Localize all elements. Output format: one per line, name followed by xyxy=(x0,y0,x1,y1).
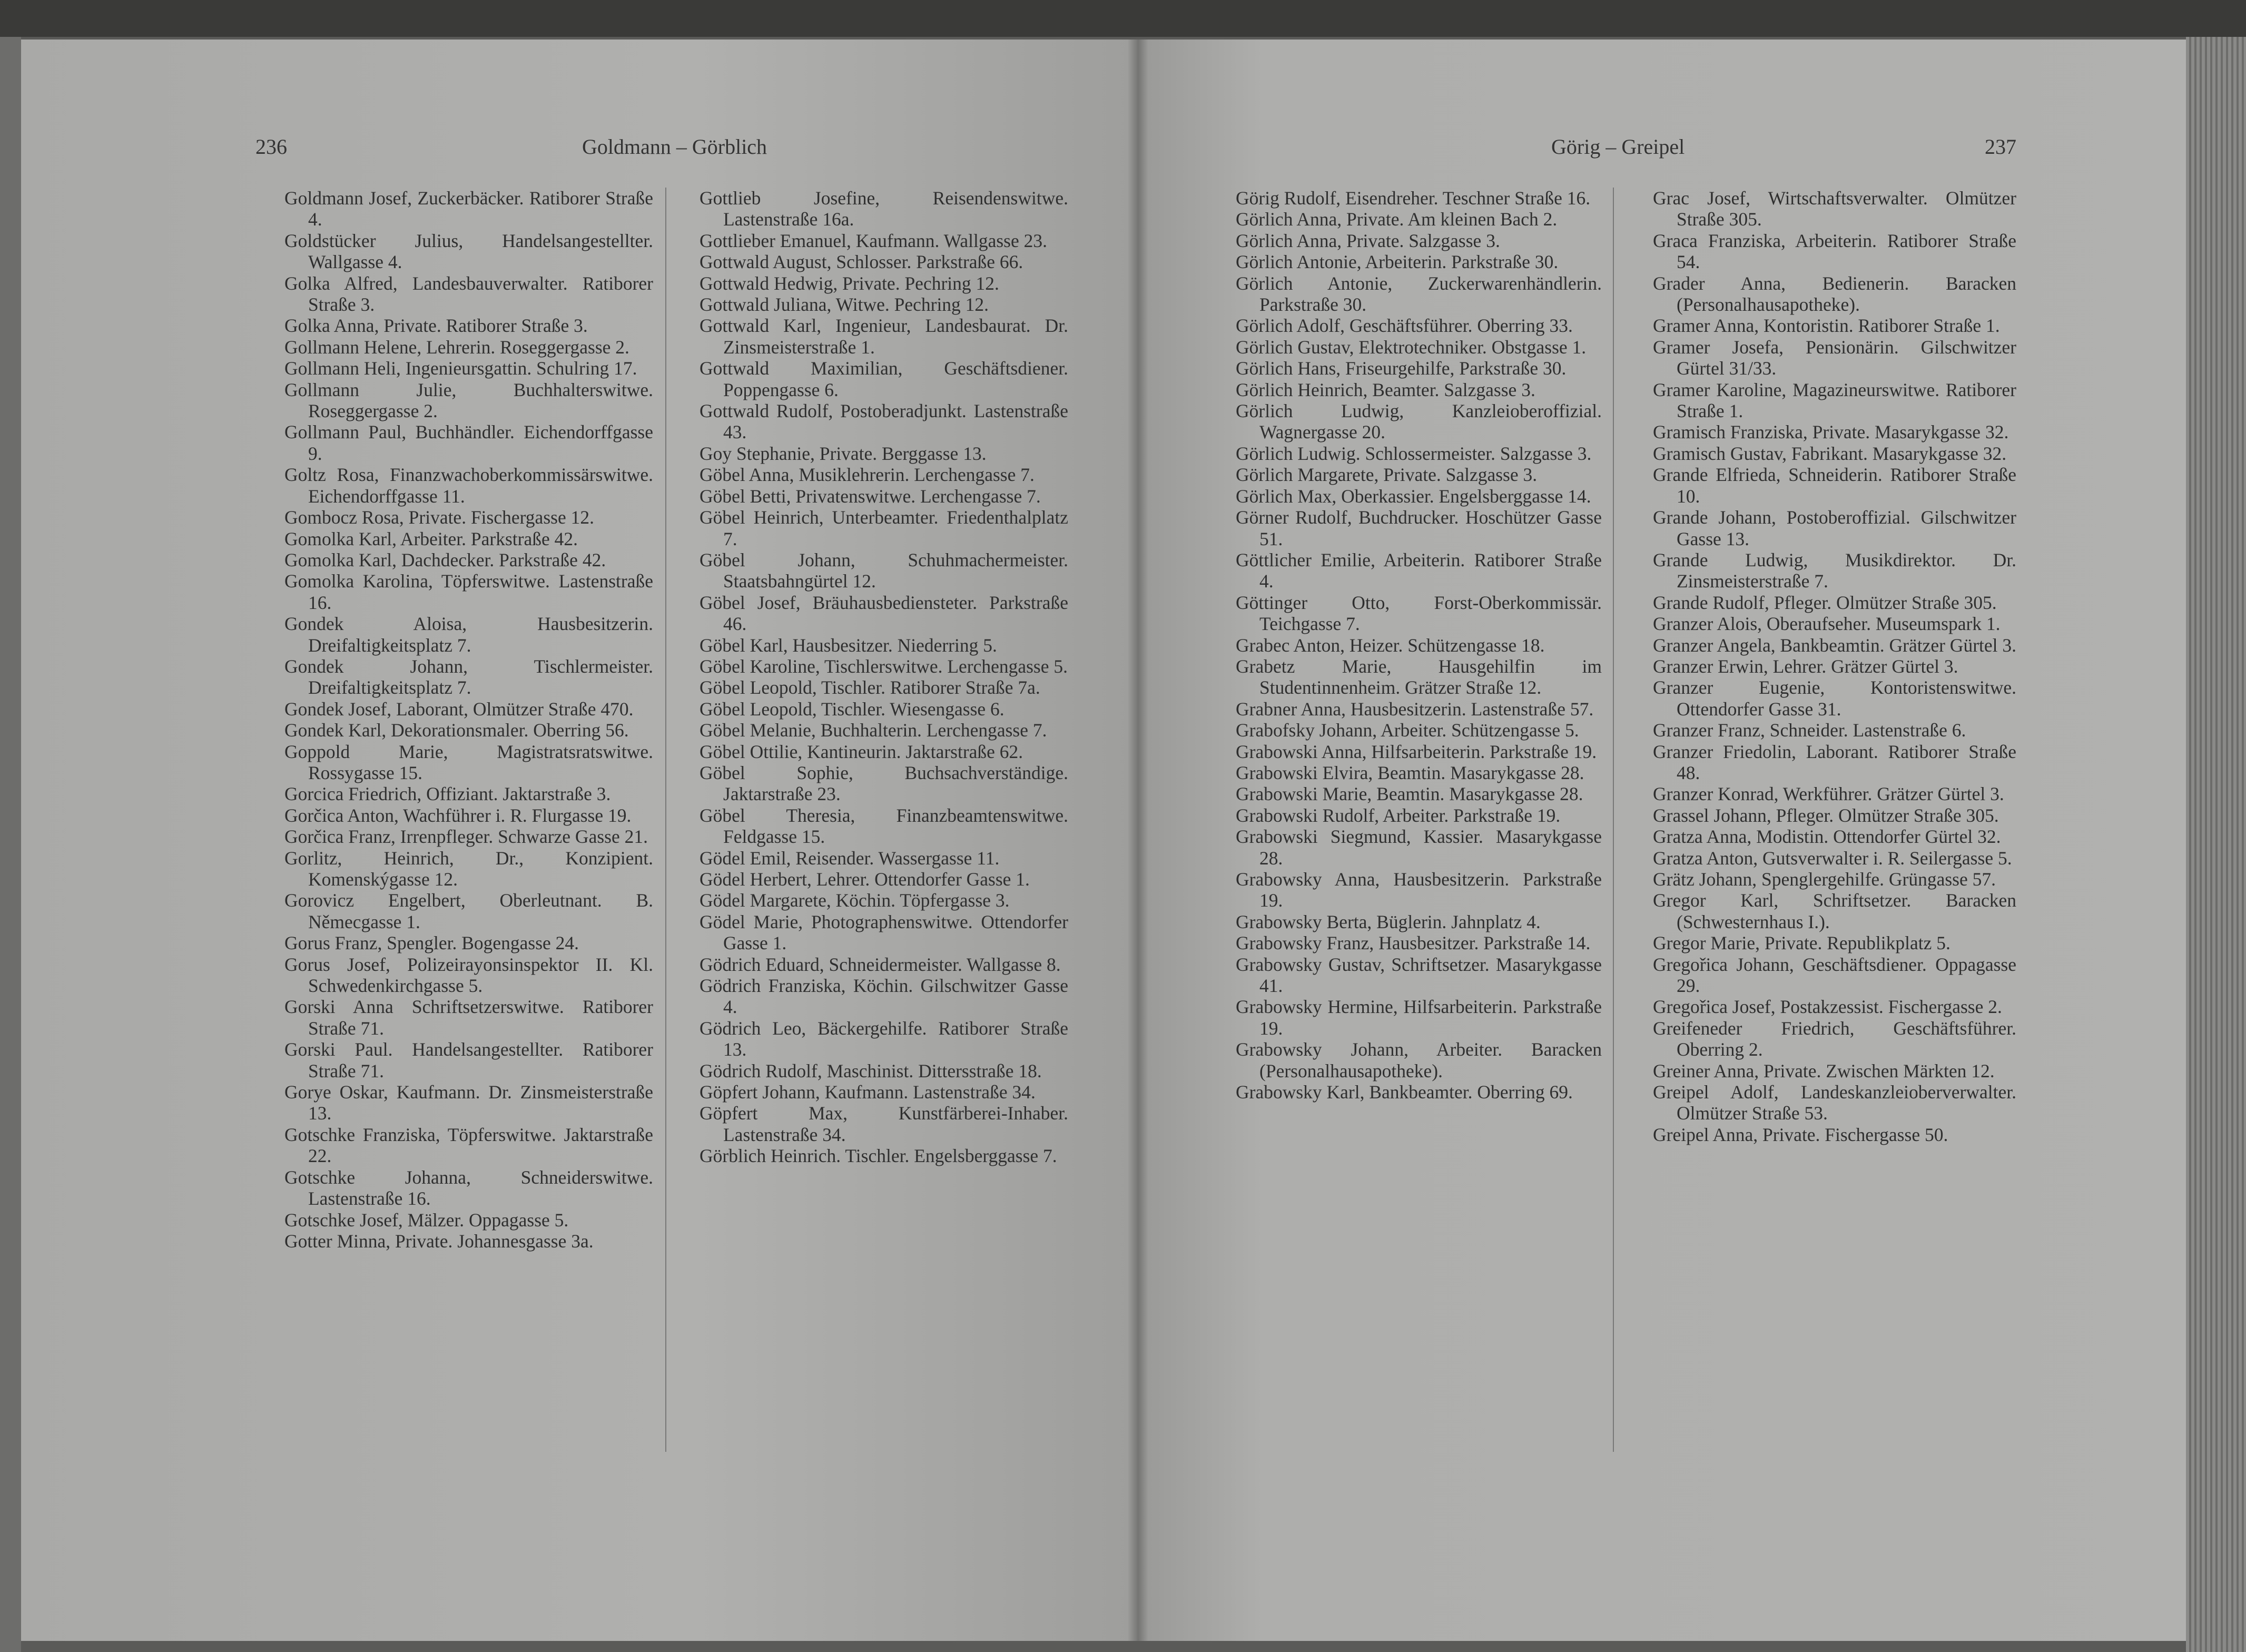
directory-entry: Göbel Karl, Hausbesitzer. Niederring 5. xyxy=(700,634,997,656)
column-divider-right xyxy=(1613,188,1614,1452)
directory-entry: Gottlieb Josefine, Reisendenswitwe. Lastenstraße 16a. xyxy=(700,188,1068,230)
directory-entry: Görlich Ludwig. Schlossermeister. Salzgasse 3. xyxy=(1236,442,1592,464)
directory-entry: Grabowsky Anna, Hausbesitzerin. Parkstraße 19. xyxy=(1236,869,1602,911)
directory-entry: Gregor Karl, Schriftsetzer. Baracken (Schwesternhaus I.). xyxy=(1653,890,2016,932)
directory-entry: Grabowsky Gustav, Schriftsetzer. Masarykgasse 41. xyxy=(1236,953,1602,997)
right-column-2 xyxy=(1653,188,2016,1145)
right-column-1 xyxy=(1236,188,1602,1103)
directory-entry: Grabowski Rudolf, Arbeiter. Parkstraße 19. xyxy=(1236,804,1561,826)
directory-entry: Grabetz Marie, Hausgehilfin im Studentinnenheim. Grätzer Straße 12. xyxy=(1236,655,1602,699)
directory-entry: Gorski Paul. Handelsangestellter. Ratiborer Straße 71. xyxy=(284,1039,653,1081)
directory-entry: Gorye Oskar, Kaufmann. Dr. Zinsmeisterstraße 13. xyxy=(284,1081,653,1124)
directory-entry: Grande Rudolf, Pfleger. Olmützer Straße 305. xyxy=(1653,592,1997,613)
directory-entry: Görlich Adolf, Geschäftsführer. Oberring 33. xyxy=(1236,315,1573,337)
directory-entry: Grabec Anton, Heizer. Schützengasse 18. xyxy=(1236,634,1545,656)
directory-entry: Graca Franziska, Arbeiterin. Ratiborer Straße 54. xyxy=(1653,230,2016,273)
directory-entry: Greipel Adolf, Landeskanzleioberverwalter. Olmützer Straße 53. xyxy=(1653,1081,2016,1124)
directory-entry: Grabowsky Johann, Arbeiter. Baracken (Personalhausapotheke). xyxy=(1236,1039,1602,1081)
directory-entry: Görlich Max, Oberkassier. Engelsberggasse 14. xyxy=(1236,485,1591,507)
directory-entry: Gorcica Friedrich, Offiziant. Jaktarstraße 3. xyxy=(284,783,611,805)
directory-entry: Gottwald August, Schlosser. Parkstraße 66. xyxy=(700,251,1023,273)
directory-entry: Gramer Josefa, Pensionärin. Gilschwitzer Gürtel 31/33. xyxy=(1653,336,2016,379)
directory-entry: Gotschke Johanna, Schneiderswitwe. Lastenstraße 16. xyxy=(284,1166,653,1210)
directory-entry: Gollmann Heli, Ingenieursgattin. Schulring 17. xyxy=(284,358,637,379)
directory-entry: Göbel Heinrich, Unterbeamter. Friedenthalplatz 7. xyxy=(700,507,1068,549)
directory-entry: Gottwald Karl, Ingenieur, Landesbaurat. Dr. Zinsmeisterstraße 1. xyxy=(700,315,1068,358)
directory-entry: Greiner Anna, Private. Zwischen Märkten 12. xyxy=(1653,1060,1995,1081)
directory-entry: Gottwald Rudolf, Postoberadjunkt. Lastenstraße 43. xyxy=(700,400,1068,443)
directory-entry: Grabowsky Karl, Bankbeamter. Oberring 69. xyxy=(1236,1081,1573,1103)
directory-entry: Gomolka Karolina, Töpferswitwe. Lastenstraße 16. xyxy=(284,571,653,613)
directory-entry: Grabofsky Johann, Arbeiter. Schützengasse 5. xyxy=(1236,720,1579,741)
directory-entry: Göbel Ottilie, Kantineurin. Jaktarstraße 62. xyxy=(700,741,1023,762)
directory-entry: Göpfert Johann, Kaufmann. Lastenstraße 34. xyxy=(700,1081,1036,1103)
directory-entry: Gödrich Rudolf, Maschinist. Dittersstraße 18. xyxy=(700,1060,1042,1081)
directory-entry: Granzer Friedolin, Laborant. Ratiborer Straße 48. xyxy=(1653,741,2016,783)
directory-entry: Gratza Anton, Gutsverwalter i. R. Seilergasse 5. xyxy=(1653,847,2012,869)
right-running-head: Görig – Greipel xyxy=(1551,135,1685,159)
directory-entry: Goldstücker Julius, Handelsangestellter. Wallgasse 4. xyxy=(284,230,653,273)
directory-entry: Gramisch Franziska, Private. Masarykgasse 32. xyxy=(1653,421,2009,443)
directory-entry: Göbel Melanie, Buchhalterin. Lerchengasse 7. xyxy=(700,720,1047,741)
directory-entry: Gollmann Julie, Buchhalterswitwe. Roseggergasse 2. xyxy=(284,379,653,422)
directory-entry: Görlich Margarete, Private. Salzgasse 3. xyxy=(1236,464,1538,486)
directory-entry: Gondek Josef, Laborant, Olmützer Straße 470. xyxy=(284,698,634,720)
scan-top-strip xyxy=(0,0,2246,37)
directory-entry: Grac Josef, Wirtschaftsverwalter. Olmützer Straße 305. xyxy=(1653,188,2016,230)
directory-entry: Gorus Josef, Polizeirayonsinspektor II. Kl. Schwedenkirchgasse 5. xyxy=(284,953,653,997)
directory-entry: Görlich Gustav, Elektrotechniker. Obstgasse 1. xyxy=(1236,336,1587,358)
directory-entry: Grassel Johann, Pfleger. Olmützer Straße 305. xyxy=(1653,804,1999,826)
directory-entry: Grabowsky Franz, Hausbesitzer. Parkstraße 14. xyxy=(1236,932,1591,954)
directory-entry: Gollmann Paul, Buchhändler. Eichendorffgasse 9. xyxy=(284,421,653,464)
directory-entry: Gotter Minna, Private. Johannesgasse 3a. xyxy=(284,1230,594,1252)
directory-entry: Görlich Heinrich, Beamter. Salzgasse 3. xyxy=(1236,379,1535,400)
directory-entry: Gorlitz, Heinrich, Dr., Konzipient. Komenskýgasse 12. xyxy=(284,847,653,890)
directory-entry: Göbel Theresia, Finanzbeamtenswitwe. Feldgasse 15. xyxy=(700,804,1068,848)
directory-entry: Gödrich Eduard, Schneidermeister. Wallgasse 8. xyxy=(700,953,1061,975)
directory-entry: Gomolka Karl, Dachdecker. Parkstraße 42. xyxy=(284,549,606,571)
directory-entry: Göbel Betti, Privatenswitwe. Lerchengasse 7. xyxy=(700,485,1041,507)
directory-entry: Göpfert Max, Kunstfärberei-Inhaber. Lastenstraße 34. xyxy=(700,1103,1068,1145)
directory-entry: Greifeneder Friedrich, Geschäftsführer. Oberring 2. xyxy=(1653,1017,2016,1060)
directory-entry: Grande Elfrieda, Schneiderin. Ratiborer Straße 10. xyxy=(1653,464,2016,507)
directory-entry: Gorčica Anton, Wachführer i. R. Flurgasse 19. xyxy=(284,804,632,826)
left-running-head: Goldmann – Görblich xyxy=(582,135,767,159)
directory-entry: Görlich Hans, Friseurgehilfe, Parkstraße 30. xyxy=(1236,358,1567,379)
directory-entry: Gorčica Franz, Irrenpfleger. Schwarze Gasse 21. xyxy=(284,826,648,848)
directory-entry: Granzer Franz, Schneider. Lastenstraße 6. xyxy=(1653,720,1966,741)
directory-entry: Görlich Anna, Private. Salzgasse 3. xyxy=(1236,230,1500,251)
directory-entry: Gratza Anna, Modistin. Ottendorfer Gürtel 32. xyxy=(1653,826,2001,848)
directory-entry: Golka Anna, Private. Ratiborer Straße 3. xyxy=(284,315,588,337)
book-gutter xyxy=(1127,40,1148,1641)
directory-entry: Görlich Anna, Private. Am kleinen Bach 2. xyxy=(1236,209,1558,230)
directory-entry: Goy Stephanie, Private. Berggasse 13. xyxy=(700,442,987,464)
directory-entry: Grabner Anna, Hausbesitzerin. Lastenstraße 57. xyxy=(1236,698,1594,720)
directory-entry: Gregor Marie, Private. Republikplatz 5. xyxy=(1653,932,1951,954)
left-column-2 xyxy=(700,188,1068,1167)
directory-entry: Göbel Leopold, Tischler. Ratiborer Straße 7a. xyxy=(700,677,1040,699)
directory-entry: Gondek Johann, Tischlermeister. Dreifaltigkeitsplatz 7. xyxy=(284,655,653,699)
directory-entry: Grabowski Siegmund, Kassier. Masarykgasse 28. xyxy=(1236,826,1602,869)
directory-entry: Grabowsky Berta, Büglerin. Jahnplatz 4. xyxy=(1236,911,1541,932)
directory-entry: Gramisch Gustav, Fabrikant. Masarykgasse 32. xyxy=(1653,442,2007,464)
directory-entry: Grätz Johann, Spenglergehilfe. Grüngasse 57. xyxy=(1653,869,1996,890)
directory-entry: Görlich Antonie, Zuckerwarenhändlerin. Parkstraße 30. xyxy=(1236,272,1602,316)
directory-entry: Gottwald Juliana, Witwe. Pechring 12. xyxy=(700,294,989,316)
directory-entry: Gombocz Rosa, Private. Fischergasse 12. xyxy=(284,507,594,528)
directory-entry: Göbel Anna, Musiklehrerin. Lerchengasse 7. xyxy=(700,464,1035,486)
column-divider-left xyxy=(665,188,666,1452)
directory-entry: Gregořica Johann, Geschäftsdiener. Oppagasse 29. xyxy=(1653,953,2016,997)
directory-entry: Gotschke Josef, Mälzer. Oppagasse 5. xyxy=(284,1209,569,1231)
directory-entry: Göbel Karoline, Tischlerswitwe. Lerchengasse 5. xyxy=(700,655,1068,677)
directory-entry: Gotschke Franziska, Töpferswitwe. Jaktarstraße 22. xyxy=(284,1124,653,1167)
directory-entry: Grande Johann, Postoberoffizial. Gilschwitzer Gasse 13. xyxy=(1653,507,2016,549)
directory-entry: Granzer Erwin, Lehrer. Grätzer Gürtel 3. xyxy=(1653,655,1958,677)
directory-entry: Görlich Antonie, Arbeiterin. Parkstraße 30. xyxy=(1236,251,1559,273)
directory-entry: Granzer Eugenie, Kontoristenswitwe. Ottendorfer Gasse 31. xyxy=(1653,677,2016,720)
directory-entry: Gorovicz Engelbert, Oberleutnant. B. Němecgasse 1. xyxy=(284,890,653,932)
directory-entry: Gottwald Maximilian, Geschäftsdiener. Poppengasse 6. xyxy=(700,358,1068,400)
directory-entry: Göttlicher Emilie, Arbeiterin. Ratiborer Straße 4. xyxy=(1236,549,1602,592)
directory-entry: Göttinger Otto, Forst-Oberkommissär. Teichgasse 7. xyxy=(1236,592,1602,635)
directory-entry: Goppold Marie, Magistratsratswitwe. Rossygasse 15. xyxy=(284,741,653,783)
directory-entry: Gödel Herbert, Lehrer. Ottendorfer Gasse 1. xyxy=(700,869,1030,890)
directory-entry: Gondek Aloisa, Hausbesitzerin. Dreifaltigkeitsplatz 7. xyxy=(284,613,653,656)
directory-entry: Gramer Karoline, Magazineurswitwe. Ratiborer Straße 1. xyxy=(1653,379,2016,422)
directory-entry: Goldmann Josef, Zuckerbäcker. Ratiborer Straße 4. xyxy=(284,188,653,230)
directory-entry: Gottlieber Emanuel, Kaufmann. Wallgasse 23. xyxy=(700,230,1047,251)
left-page-number: 236 xyxy=(255,135,287,159)
directory-entry: Gödrich Leo, Bäckergehilfe. Ratiborer Straße 13. xyxy=(700,1017,1068,1060)
directory-entry: Gollmann Helene, Lehrerin. Roseggergasse 2. xyxy=(284,336,629,358)
directory-entry: Goltz Rosa, Finanzwachoberkommissärswitwe. Eichendorffgasse 11. xyxy=(284,464,653,507)
directory-entry: Granzer Angela, Bankbeamtin. Grätzer Gürtel 3. xyxy=(1653,634,2016,656)
directory-entry: Görner Rudolf, Buchdrucker. Hoschützer Gasse 51. xyxy=(1236,507,1602,549)
directory-entry: Greipel Anna, Private. Fischergasse 50. xyxy=(1653,1124,1948,1145)
directory-entry: Gottwald Hedwig, Private. Pechring 12. xyxy=(700,272,999,294)
directory-entry: Görblich Heinrich. Tischler. Engelsberggasse 7. xyxy=(700,1145,1057,1167)
directory-entry: Granzer Alois, Oberaufseher. Museumspark 1. xyxy=(1653,613,2001,635)
scan-left-edge xyxy=(0,37,21,1652)
directory-entry: Gramer Anna, Kontoristin. Ratiborer Straße 1. xyxy=(1653,315,2000,337)
right-page-number: 237 xyxy=(1985,135,2016,159)
directory-entry: Grabowski Anna, Hilfsarbeiterin. Parkstraße 19. xyxy=(1236,741,1597,762)
directory-entry: Granzer Konrad, Werkführer. Grätzer Gürtel 3. xyxy=(1653,783,2004,805)
directory-entry: Görlich Ludwig, Kanzleioberoffizial. Wagnergasse 20. xyxy=(1236,400,1602,443)
directory-entry: Gödel Marie, Photographenswitwe. Ottendorfer Gasse 1. xyxy=(700,911,1068,954)
directory-entry: Gödel Margarete, Köchin. Töpfergasse 3. xyxy=(700,890,1010,911)
directory-entry: Gorus Franz, Spengler. Bogengasse 24. xyxy=(284,932,579,954)
directory-entry: Göbel Josef, Bräuhausbediensteter. Parkstraße 46. xyxy=(700,592,1068,635)
directory-entry: Gregořica Josef, Postakzessist. Fischergasse 2. xyxy=(1653,996,2002,1018)
directory-entry: Golka Alfred, Landesbauverwalter. Ratiborer Straße 3. xyxy=(284,272,653,316)
directory-entry: Grande Ludwig, Musikdirektor. Dr. Zinsmeisterstraße 7. xyxy=(1653,549,2016,592)
directory-entry: Gomolka Karl, Arbeiter. Parkstraße 42. xyxy=(284,528,578,549)
directory-entry: Grabowski Marie, Beamtin. Masarykgasse 28. xyxy=(1236,783,1583,805)
directory-entry: Gorski Anna Schriftsetzerswitwe. Ratiborer Straße 71. xyxy=(284,996,653,1039)
directory-entry: Grabowski Elvira, Beamtin. Masarykgasse 28. xyxy=(1236,762,1584,783)
directory-entry: Grabowsky Hermine, Hilfsarbeiterin. Parkstraße 19. xyxy=(1236,996,1602,1039)
directory-entry: Gödel Emil, Reisender. Wassergasse 11. xyxy=(700,847,1000,869)
directory-entry: Gödrich Franziska, Köchin. Gilschwitzer Gasse 4. xyxy=(700,975,1068,1018)
directory-entry: Göbel Johann, Schuhmachermeister. Staatsbahngürtel 12. xyxy=(700,549,1068,592)
page-edges xyxy=(2186,37,2246,1652)
directory-entry: Göbel Sophie, Buchsachverständige. Jaktarstraße 23. xyxy=(700,762,1068,805)
left-column-1 xyxy=(284,188,653,1252)
directory-entry: Grader Anna, Bedienerin. Baracken (Personalhausapotheke). xyxy=(1653,272,2016,316)
directory-entry: Göbel Leopold, Tischler. Wiesengasse 6. xyxy=(700,698,1004,720)
directory-entry: Gondek Karl, Dekorationsmaler. Oberring 56. xyxy=(284,720,629,741)
directory-entry: Görig Rudolf, Eisendreher. Teschner Straße 16. xyxy=(1236,188,1591,209)
